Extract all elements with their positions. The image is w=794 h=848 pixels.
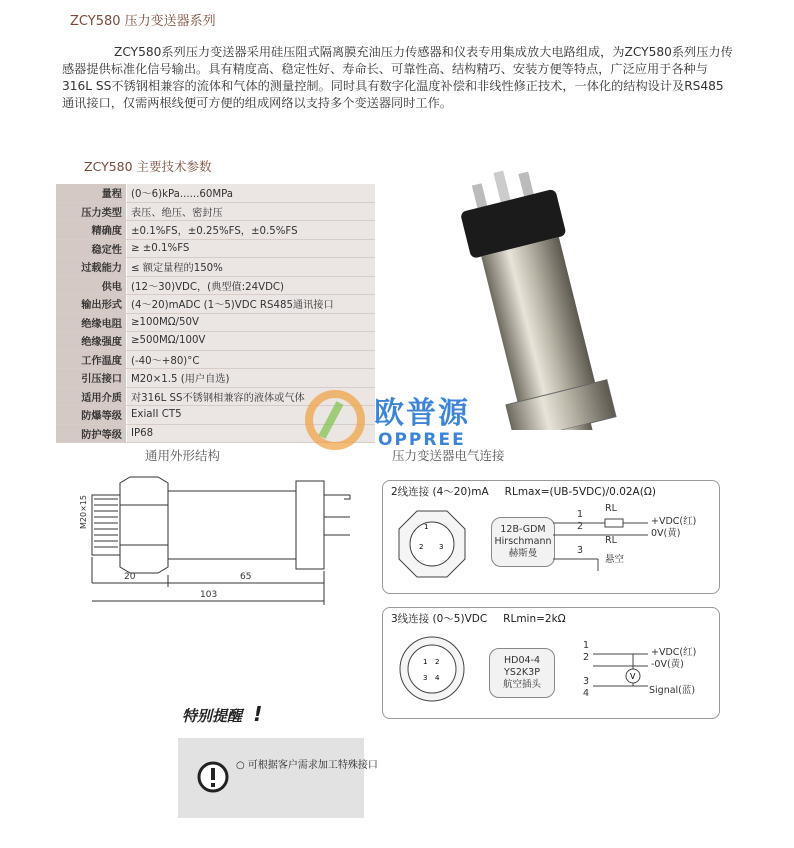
svg-text:1: 1 [424, 523, 429, 531]
svg-text:1: 1 [423, 658, 428, 666]
pin-2: 2 [577, 521, 584, 532]
spec-value: ≥ ±0.1%FS [127, 239, 376, 258]
notice-title-text: 特别提醒 [182, 707, 243, 725]
pin-4: 4 [583, 688, 590, 699]
pin-1: 1 [583, 640, 590, 651]
plug-model: HD04-4 [503, 655, 541, 666]
panel-2wire-mode: 2线连接 (4～20)mA [391, 486, 489, 498]
spec-label: 输出形式 [56, 295, 127, 314]
spec-row [56, 350, 375, 369]
pin-3: 3 [583, 676, 590, 687]
svg-text:2: 2 [435, 658, 440, 666]
intro-paragraph: ZCY580系列压力变送器采用硅压阻式隔离膜充油压力传感器和仪表专用集成放大电路组成，为ZCY580系列压力传感器提供标准化信号输出。具有精度高、稳定性好、寿命长、可靠性高、结构精巧、安装方便等特点，广泛应用于各种与316L SS不锈钢相兼容的流体和气体的测量控制。同时具有数字化温度补偿和非线性修正技术，一体化的结构设计及RS485通讯接口，仅需两根线便可方便的组成网络以支持多个变送器同时工作。 [62, 45, 733, 110]
wiring-panel-2wire [382, 480, 720, 594]
spec-value: ≥500MΩ/100V [127, 332, 376, 351]
spec-row [56, 276, 375, 295]
rl-label-1: RL [605, 503, 617, 514]
svg-text:4: 4 [435, 674, 440, 682]
wires-3wire [553, 642, 653, 712]
spec-label: 过载能力 [56, 258, 127, 277]
spec-value: ≥100MΩ/50V [127, 313, 376, 332]
watermark-logo-icon [300, 385, 370, 455]
watermark-brand: 欧普源 [374, 396, 470, 431]
spec-label: 适用介质 [56, 387, 127, 406]
notice-text: ○ 可根据客户需求加工特殊接口 [236, 760, 378, 771]
panel-2wire-header [391, 484, 656, 499]
plug-model-2: YS2K3P [504, 667, 540, 678]
spec-label: 稳定性 [56, 239, 127, 258]
spec-label: 压力类型 [56, 202, 127, 221]
svg-text:2: 2 [419, 543, 424, 551]
spec-label: 绝缘强度 [56, 332, 127, 351]
plug-model: 12B-GDM [500, 524, 546, 535]
neg-label: 0V(黄) [651, 528, 681, 539]
spec-row [56, 184, 375, 202]
voltmeter-icon: V [630, 672, 636, 681]
spec-label: 绝缘电阻 [56, 313, 127, 332]
spec-row [56, 313, 375, 332]
spec-row [56, 258, 375, 277]
watermark-brand-en: OPPREE [378, 430, 466, 450]
svg-text:3: 3 [423, 674, 428, 682]
spec-label: 防爆等级 [56, 406, 127, 425]
plug-type-cn: 航空插头 [502, 679, 541, 690]
spec-value: (0～6)kPa......60MPa [127, 184, 376, 202]
svg-text:3: 3 [439, 543, 444, 551]
pin-1: 1 [577, 509, 584, 520]
warning-icon [196, 760, 230, 794]
connector-hirschmann-icon [397, 509, 467, 579]
spec-value: IP68 [127, 424, 376, 443]
spec-value: M20×1.5 (用户自选) [127, 369, 376, 388]
plug-brand: Hirschmann [494, 536, 552, 547]
spec-value: (-40～+80)°C [127, 350, 376, 369]
wires-2wire [553, 511, 653, 581]
rl-label-2: RL [605, 535, 617, 546]
spec-label: 工作温度 [56, 350, 127, 369]
shape-title: 通用外形结构 [145, 448, 221, 463]
spec-value: ≤ 额定量程的150% [127, 258, 376, 277]
spec-row [56, 295, 375, 314]
spec-title: ZCY580 主要技术参数 [84, 159, 212, 174]
signal-label: Signal(蓝) [649, 685, 696, 696]
spec-row [56, 202, 375, 221]
plug-label-3wire [489, 648, 555, 698]
nc-label: 悬空 [605, 554, 625, 565]
spec-value: (12～30)VDC，(典型值:24VDC) [127, 276, 376, 295]
pin-3: 3 [577, 545, 584, 556]
notice-text-body: 可根据客户需求加工特殊接口 [247, 760, 378, 771]
spec-row [56, 221, 375, 240]
panel-3wire-formula: RLmin=2kΩ [503, 613, 566, 625]
pos-label: +VDC(红) [651, 516, 697, 527]
series-title: ZCY580 压力变送器系列 [70, 14, 216, 29]
spec-label: 量程 [56, 184, 127, 202]
panel-3wire-header [391, 611, 566, 626]
plug-brand-cn: 赫斯曼 [508, 548, 538, 559]
pos-label: +VDC(红) [651, 647, 697, 658]
spec-value: 对316L SS不锈钢相兼容的液体或气体 [127, 387, 376, 406]
notice-title [182, 702, 262, 726]
spec-row [56, 239, 375, 258]
pin-2: 2 [583, 652, 590, 663]
spec-label: 精确度 [56, 221, 127, 240]
spec-value: (4～20)mADC (1～5)VDC RS485通讯接口 [127, 295, 376, 314]
panel-2wire-formula: RLmax=(UB-5VDC)/0.02A(Ω) [504, 486, 656, 498]
spec-label: 供电 [56, 276, 127, 295]
dim-a: 20 [124, 572, 136, 582]
dimension-drawing [70, 465, 380, 615]
spec-value: 表压、绝压、密封压 [127, 202, 376, 221]
wiring-title: 压力变送器电气连接 [392, 448, 505, 463]
spec-value: ±0.1%FS，±0.25%FS，±0.5%FS [127, 221, 376, 240]
spec-label: 防护等级 [56, 424, 127, 443]
dim-total: 103 [200, 590, 218, 600]
thread-label: M20×15 [79, 495, 88, 529]
spec-label: 引压接口 [56, 369, 127, 388]
notice-exclaim-mark: ! [253, 702, 263, 726]
connector-aviation-icon [397, 634, 467, 704]
spec-row [56, 332, 375, 351]
dim-b: 65 [240, 572, 252, 582]
plug-label-2wire [491, 517, 555, 567]
panel-3wire-mode: 3线连接 (0～5)VDC [391, 613, 488, 625]
spec-value: ExiaII CT5 [127, 406, 376, 425]
neg-label: -0V(黄) [651, 659, 684, 670]
wiring-panel-3wire [382, 607, 720, 719]
